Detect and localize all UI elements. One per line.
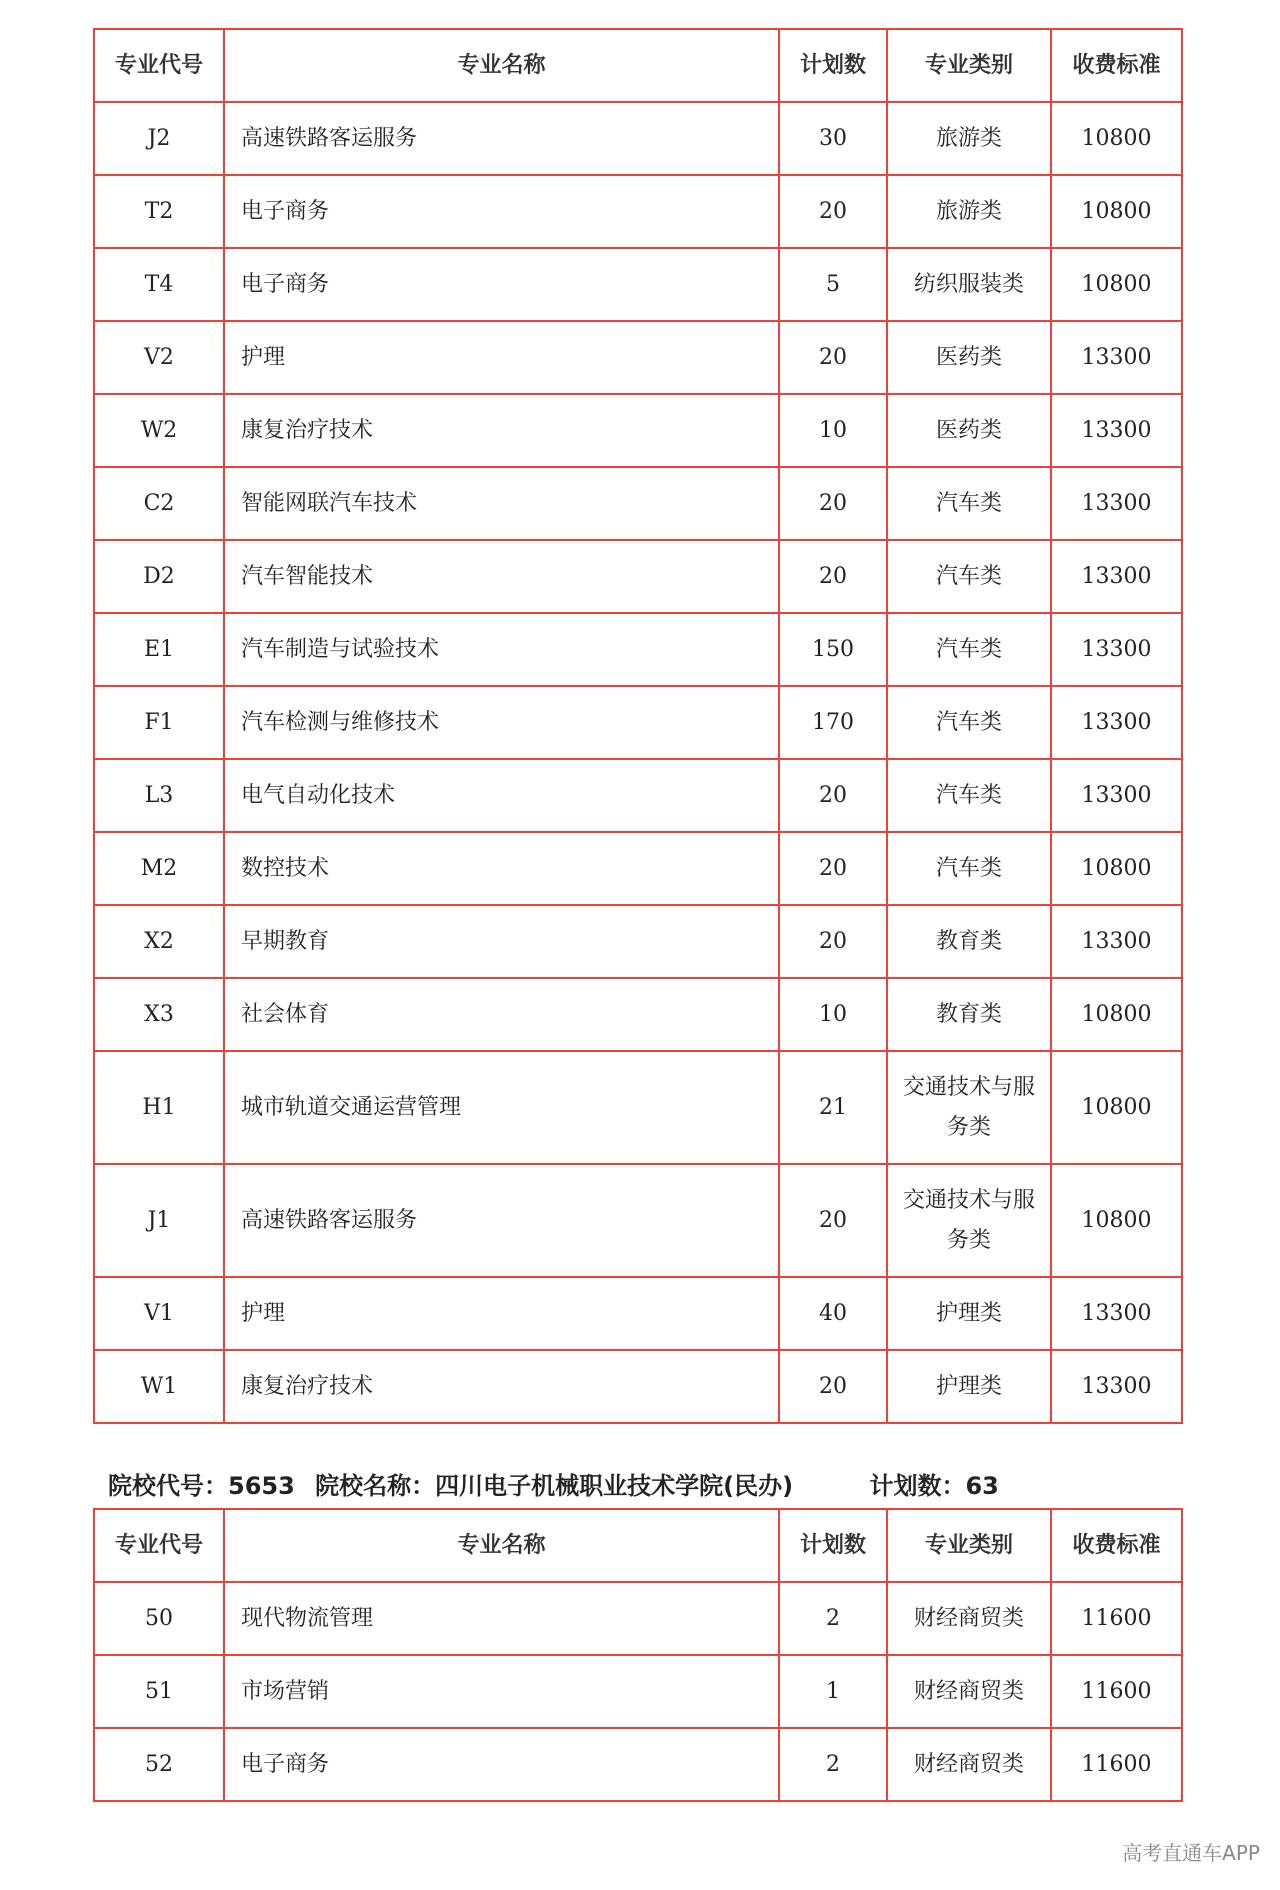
cell-code: X2 (94, 905, 224, 978)
cell-category: 护理类 (887, 1350, 1051, 1423)
table-1-body (94, 102, 1182, 1423)
cell-fee: 13300 (1051, 394, 1182, 467)
enrollment-table-1 (93, 28, 1183, 1424)
watermark-text: 高考直通车APP (1122, 1841, 1260, 1865)
cell-code: T2 (94, 175, 224, 248)
cell-name: 汽车智能技术 (224, 540, 779, 613)
cell-count: 10 (779, 394, 887, 467)
cell-code: 51 (94, 1655, 224, 1728)
cell-category: 医药类 (887, 394, 1051, 467)
table-row (94, 1350, 1182, 1423)
cell-code: T4 (94, 248, 224, 321)
col-header-fee: 收费标准 (1051, 29, 1182, 102)
table-row (94, 1582, 1182, 1655)
cell-count: 2 (779, 1728, 887, 1801)
cell-count: 20 (779, 905, 887, 978)
cell-category: 财经商贸类 (887, 1655, 1051, 1728)
cell-code: M2 (94, 832, 224, 905)
cell-category: 交通技术与服务类 (887, 1051, 1051, 1164)
cell-category: 汽车类 (887, 467, 1051, 540)
cell-count: 150 (779, 613, 887, 686)
cell-name: 早期教育 (224, 905, 779, 978)
table-row (94, 321, 1182, 394)
cell-code: L3 (94, 759, 224, 832)
cell-code: V1 (94, 1277, 224, 1350)
col-header-category: 专业类别 (887, 29, 1051, 102)
table-row (94, 905, 1182, 978)
col-header-code: 专业代号 (94, 29, 224, 102)
cell-count: 40 (779, 1277, 887, 1350)
table-row (94, 1051, 1182, 1164)
cell-name: 市场营销 (224, 1655, 779, 1728)
cell-name: 高速铁路客运服务 (224, 102, 779, 175)
cell-category: 医药类 (887, 321, 1051, 394)
cell-code: 52 (94, 1728, 224, 1801)
cell-fee: 10800 (1051, 1164, 1182, 1277)
cell-name: 康复治疗技术 (224, 394, 779, 467)
cell-fee: 13300 (1051, 759, 1182, 832)
cell-category: 教育类 (887, 905, 1051, 978)
cell-fee: 10800 (1051, 832, 1182, 905)
cell-category: 旅游类 (887, 102, 1051, 175)
cell-fee: 11600 (1051, 1728, 1182, 1801)
cell-name: 护理 (224, 1277, 779, 1350)
col-header-name: 专业名称 (224, 29, 779, 102)
table-row (94, 1277, 1182, 1350)
cell-count: 20 (779, 540, 887, 613)
cell-code: E1 (94, 613, 224, 686)
table-row (94, 248, 1182, 321)
cell-category: 护理类 (887, 1277, 1051, 1350)
cell-name: 电气自动化技术 (224, 759, 779, 832)
cell-count: 1 (779, 1655, 887, 1728)
table-row (94, 1728, 1182, 1801)
cell-code: J2 (94, 102, 224, 175)
cell-fee: 13300 (1051, 321, 1182, 394)
cell-category: 汽车类 (887, 540, 1051, 613)
cell-category: 财经商贸类 (887, 1582, 1051, 1655)
cell-name: 电子商务 (224, 1728, 779, 1801)
table-row (94, 102, 1182, 175)
cell-count: 20 (779, 175, 887, 248)
table-row (94, 1164, 1182, 1277)
cell-count: 10 (779, 978, 887, 1051)
cell-fee: 13300 (1051, 1350, 1182, 1423)
school-code: 院校代号：5653 (108, 1472, 295, 1500)
cell-fee: 13300 (1051, 540, 1182, 613)
cell-category: 汽车类 (887, 686, 1051, 759)
table-row (94, 978, 1182, 1051)
cell-fee: 10800 (1051, 978, 1182, 1051)
cell-code: V2 (94, 321, 224, 394)
col-header-fee: 收费标准 (1051, 1509, 1182, 1582)
cell-name: 电子商务 (224, 248, 779, 321)
cell-fee: 10800 (1051, 102, 1182, 175)
table-row (94, 175, 1182, 248)
cell-category: 教育类 (887, 978, 1051, 1051)
cell-fee: 10800 (1051, 248, 1182, 321)
col-header-count: 计划数 (779, 29, 887, 102)
cell-name: 智能网联汽车技术 (224, 467, 779, 540)
cell-name: 电子商务 (224, 175, 779, 248)
cell-code: F1 (94, 686, 224, 759)
cell-fee: 13300 (1051, 1277, 1182, 1350)
school-info-line (108, 1466, 999, 1501)
cell-code: W2 (94, 394, 224, 467)
cell-category: 纺织服装类 (887, 248, 1051, 321)
table-row (94, 613, 1182, 686)
col-header-code: 专业代号 (94, 1509, 224, 1582)
cell-code: C2 (94, 467, 224, 540)
cell-category: 汽车类 (887, 832, 1051, 905)
cell-code: H1 (94, 1051, 224, 1164)
cell-count: 20 (779, 759, 887, 832)
cell-fee: 13300 (1051, 467, 1182, 540)
cell-count: 20 (779, 1350, 887, 1423)
table-row (94, 759, 1182, 832)
cell-name: 汽车制造与试验技术 (224, 613, 779, 686)
enrollment-table-2 (93, 1508, 1183, 1802)
cell-category: 交通技术与服务类 (887, 1164, 1051, 1277)
cell-count: 20 (779, 321, 887, 394)
cell-category: 汽车类 (887, 759, 1051, 832)
cell-name: 现代物流管理 (224, 1582, 779, 1655)
cell-name: 汽车检测与维修技术 (224, 686, 779, 759)
table-row (94, 832, 1182, 905)
cell-count: 20 (779, 467, 887, 540)
cell-count: 170 (779, 686, 887, 759)
col-header-category: 专业类别 (887, 1509, 1051, 1582)
table-row (94, 394, 1182, 467)
cell-code: J1 (94, 1164, 224, 1277)
cell-code: 50 (94, 1582, 224, 1655)
cell-count: 2 (779, 1582, 887, 1655)
cell-name: 康复治疗技术 (224, 1350, 779, 1423)
cell-name: 护理 (224, 321, 779, 394)
cell-code: X3 (94, 978, 224, 1051)
table-header-row (94, 29, 1182, 102)
cell-count: 30 (779, 102, 887, 175)
table-row (94, 540, 1182, 613)
table-row (94, 1655, 1182, 1728)
cell-count: 20 (779, 1164, 887, 1277)
school-name: 院校名称：四川电子机械职业技术学院(民办) (315, 1472, 794, 1500)
table-row (94, 467, 1182, 540)
cell-fee: 13300 (1051, 686, 1182, 759)
cell-fee: 13300 (1051, 613, 1182, 686)
cell-count: 20 (779, 832, 887, 905)
cell-category: 旅游类 (887, 175, 1051, 248)
cell-code: W1 (94, 1350, 224, 1423)
col-header-name: 专业名称 (224, 1509, 779, 1582)
cell-category: 汽车类 (887, 613, 1051, 686)
cell-category: 财经商贸类 (887, 1728, 1051, 1801)
cell-fee: 10800 (1051, 175, 1182, 248)
cell-name: 高速铁路客运服务 (224, 1164, 779, 1277)
table-row (94, 686, 1182, 759)
cell-name: 城市轨道交通运营管理 (224, 1051, 779, 1164)
table-header-row (94, 1509, 1182, 1582)
cell-fee: 11600 (1051, 1655, 1182, 1728)
table-2-body (94, 1582, 1182, 1801)
cell-count: 5 (779, 248, 887, 321)
cell-count: 21 (779, 1051, 887, 1164)
cell-name: 数控技术 (224, 832, 779, 905)
cell-code: D2 (94, 540, 224, 613)
cell-fee: 11600 (1051, 1582, 1182, 1655)
cell-fee: 10800 (1051, 1051, 1182, 1164)
col-header-count: 计划数 (779, 1509, 887, 1582)
school-plan-count: 计划数：63 (869, 1472, 999, 1500)
cell-name: 社会体育 (224, 978, 779, 1051)
cell-fee: 13300 (1051, 905, 1182, 978)
